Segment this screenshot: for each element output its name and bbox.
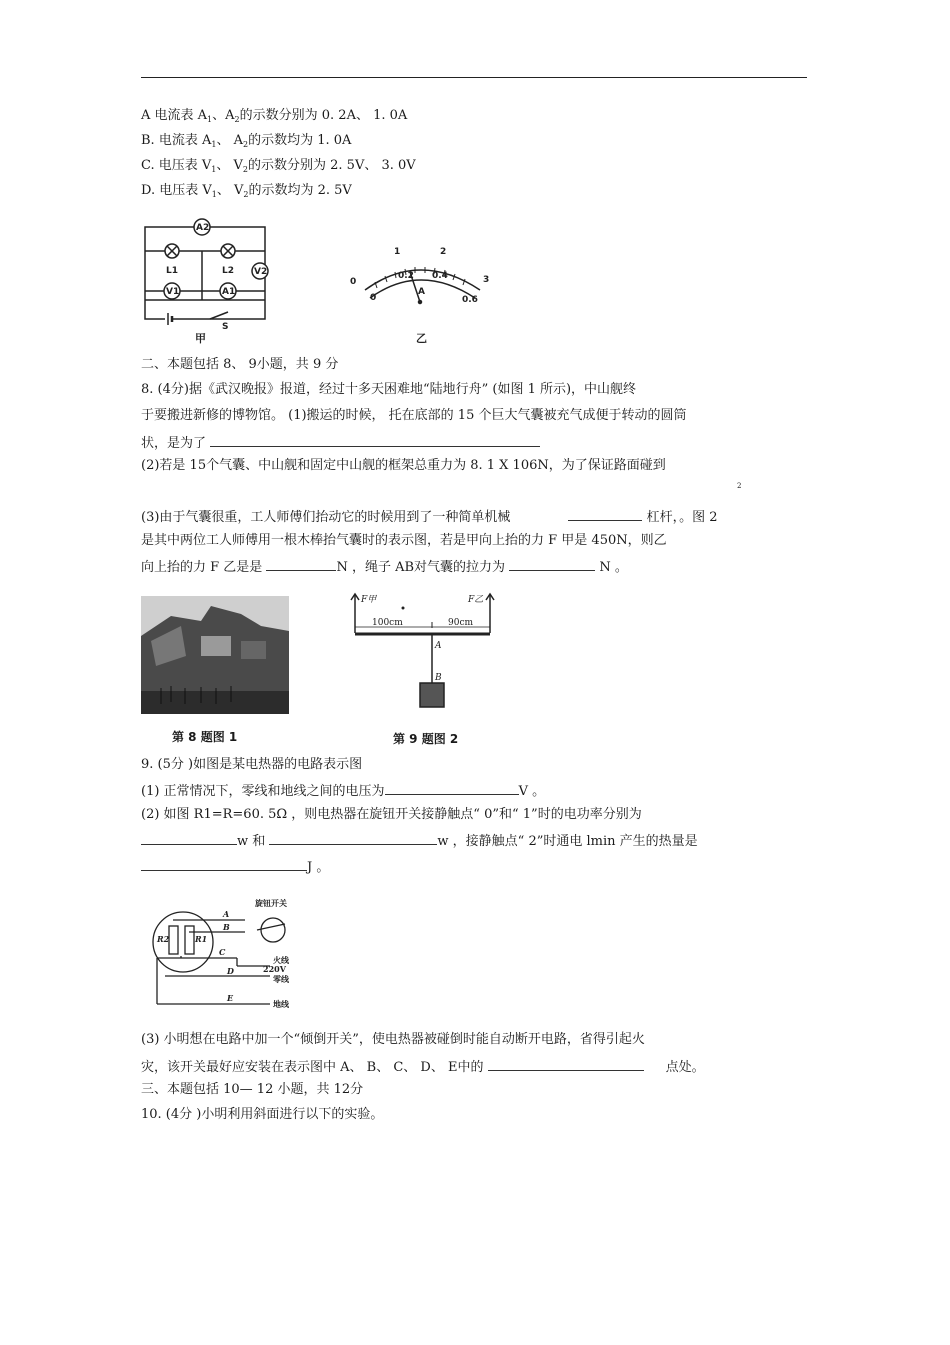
q8-line5: (3)由于气囊很重，工人师傅们抬动它的时候用到了一种简单机械 杠杆，。图 2 (141, 510, 718, 525)
label-s: S (222, 322, 229, 332)
blank-8-1[interactable] (210, 434, 540, 447)
blank-8-3[interactable] (266, 558, 336, 571)
q8-line4: (2)若是 15个气囊、中山舰和固定中山舰的框架总重力为 8. 1 X 106N，为了保证路面碰到 (141, 458, 666, 473)
point-b-heater: B (223, 922, 230, 932)
label-v2: V2 (254, 267, 268, 277)
bottom-scale-06: 0.6 (462, 295, 478, 305)
r2-label: R1 (195, 934, 208, 944)
q9-line7: 灾，该开关最好应安装在表示图中 A、 B、 C、 D、 E中的 点处。 (141, 1060, 705, 1075)
lever-diagram (340, 588, 500, 716)
live-wire-label: 火线 (273, 955, 289, 965)
blank-9-4[interactable] (141, 858, 307, 871)
q9-line6: (3) 小明想在电路中加一个“倾倒开关”，使电热器被碰倒时能自动断开电路，省得引起火 (141, 1032, 645, 1047)
circuit-diagram (140, 215, 280, 345)
meter-dial (340, 240, 500, 345)
blank-8-2[interactable] (568, 508, 642, 521)
left-length: 100cm (372, 618, 403, 628)
neutral-wire-label: 零线 (273, 974, 289, 984)
force-left: F甲 (361, 595, 377, 605)
blank-9-1[interactable] (385, 782, 519, 795)
point-c-heater: C (219, 947, 226, 957)
caption-jia: 甲 (195, 332, 206, 345)
ship-photo (141, 596, 289, 714)
header-rule (141, 77, 807, 78)
blank-9-3[interactable] (269, 832, 437, 845)
point-a-heater: A (223, 909, 230, 919)
force-right: F乙 (468, 595, 484, 605)
option-d: D. 电压表 $V_1$、 $V_2$的示数均为 2. 5V (141, 183, 352, 199)
ground-wire-label: 地线 (273, 999, 289, 1009)
point-b: B (435, 673, 442, 683)
q9-line2: (1) 正常情况下，零线和地线之间的电压为 V 。 (141, 784, 546, 799)
bottom-scale-04: 0.4 (432, 271, 448, 281)
label-v1: V1 (166, 287, 180, 297)
q8-superscript: 2 (737, 482, 742, 490)
q8-line6: 是其中两位工人师傅用一根木棒抬气囊时的表示图，若是甲向上抬的力 F 甲是 450N，则乙 (141, 533, 667, 548)
fig8-caption: 第 8 题图 1 (172, 730, 238, 744)
q9-line1: 9. (5分 )如图是某电热器的电路表示图 (141, 757, 363, 772)
q8-line2: 于要搬进新修的博物馆。 (1)搬运的时候， 托在底部的 15 个巨大气囊被充气成便于转动的圆筒 (141, 408, 687, 423)
right-length: 90cm (448, 618, 474, 628)
q8-line3: 状，是为了 (141, 434, 540, 452)
label-a2: A2 (196, 223, 210, 233)
caption-yi: 乙 (416, 332, 427, 345)
blank-8-4[interactable] (509, 558, 595, 571)
voltage-label: 220V (263, 964, 286, 974)
fig9-caption: 第 9 题图 2 (393, 732, 459, 746)
blank-9-2[interactable] (141, 832, 237, 845)
top-scale-1: 1 (394, 247, 401, 257)
option-a: A 电流表 $A_1$、$A_2$的示数分别为 0. 2A、 1. 0A (141, 108, 408, 124)
top-scale-3: 3 (483, 275, 490, 285)
r1-label: R2 (157, 934, 170, 944)
blank-9-5[interactable] (488, 1058, 644, 1071)
q9-line4: w 和 w ，接静触点“ 2”时通电 lmin 产生的热量是 (141, 832, 698, 850)
top-scale-2: 2 (440, 247, 447, 257)
bottom-scale-0: 0 (370, 293, 377, 303)
label-l2: L2 (222, 266, 234, 276)
q8-line7: 向上抬的力 F 乙是是 N ，绳子 AB对气囊的拉力为 N 。 (141, 560, 628, 575)
section-3-heading: 三、本题包括 10— 12 小题，共 12分 (141, 1082, 364, 1097)
label-a1: A1 (222, 287, 236, 297)
q10-line1: 10. (4分 )小明利用斜面进行以下的实验。 (141, 1107, 384, 1122)
label-l1: L1 (166, 266, 178, 276)
option-b: B. 电流表 $A_1$、 $A_2$的示数均为 1. 0A (141, 133, 352, 149)
point-a: A (435, 641, 442, 651)
section-2-heading: 二、本题包括 8、 9小题，共 9 分 (141, 357, 339, 372)
point-d-heater: D (227, 966, 234, 976)
heater-circuit-diagram (145, 896, 305, 1014)
q9-line3: (2) 如图 R1=R=60. 5Ω ，则电热器在旋钮开关接静触点“ 0”和“ 1”时的电功率分别为 (141, 807, 642, 822)
point-e-heater: E (227, 993, 234, 1003)
bottom-scale-02: 0.2 (398, 271, 414, 281)
option-c: C. 电压表 $V_1$、 $V_2$的示数分别为 2. 5V、 3. 0V (141, 158, 416, 174)
pointer-label: A (418, 287, 425, 297)
q9-line5: J 。 (141, 858, 329, 876)
zero-label: 0 (350, 277, 357, 287)
q8-line1: 8. (4分)据《武汉晚报》报道，经过十多天困难地“陆地行舟” (如图 1 所示)，中山舰终 (141, 382, 637, 397)
switch-label: 旋钮开关 (255, 898, 287, 908)
